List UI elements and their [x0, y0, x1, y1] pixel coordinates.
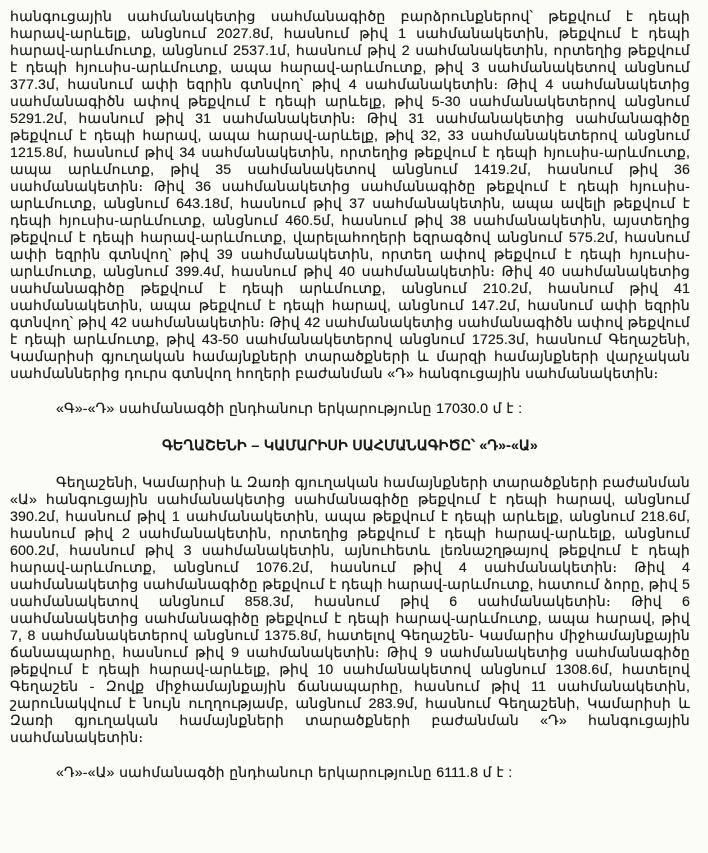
boundary-length-gd: «Գ»-«Դ» սահմանագծի ընդհանուր երկարությունը 17030.0 մ է :: [56, 401, 523, 417]
boundary-length-da: «Դ»-«Ա» սահմանագծի ընդհանուր երկարությունը 6111.8 մ է :: [56, 765, 513, 781]
section-heading-da: ԳԵՂԱՇԵՆԻ – ԿԱՄԱՐԻՍԻ ՍԱՀՄԱՆԱԳԻԾԸ՝ «Դ»-«Ա»: [162, 438, 538, 454]
boundary-description-gd: հանգուցային սահմանակետից սահմանագիծը բարձրունքներով՝ թեքվում է դեպի հարավ-արևելք, անցնում 2027.8մ, հասնում թիվ 1 սահմանակետին, թեքվում է դեպի հարավ-արևմուտք, անցնում 2537.1մ, հասնում թիվ 2 սահմանակետին, որտեղից թեքվում է դեպի հյուսիս-արևմուտք, ապա հարավ-արևմուտք, թիվ 3 սահմանակետով անցնում 377.3մ, հասնում ափի եզրին գտնվող՝ թիվ 4 սահմանակետին։ Թիվ 4 սահմանակետից սահմանագիծն ափով թեքվում է դեպի արևելք, թիվ 5-30 սահմանակետերով անցնում 5291.2մ, հասնում թիվ 31 սահմանակետին։ Թիվ 31 սահմանակետից սահմանագիծը թեքվում է դեպի հարավ, ապա հարավ-արևելք, թիվ 32, 33 սահմանակետերով անցնում 1215.8մ, հասնում թիվ 34 սահմանակետին, որտեղից թեքվում է դեպի հյուսիս-արևմուտք, ապա արևմուտք, թիվ 35 սահմանակետով անցնում 1419.2մ, հասնում թիվ 36 սահմանակետին։ Թիվ 36 սահմանակետից սահմանագիծը թեքվում է դեպի հյուսիս-արևմուտք, անցնում 643.18մ, հասնում թիվ 37 սահմանակետին, ապա ավելի թեքվում է դեպի հյուսիս-արևմուտք, անցնում 460.5մ, հասնում թիվ 38 սահմանակետին, այստեղից թեքվում է դեպի հարավ-արևմուտք, վարելահողերի եզրագծով անցնում 575.2մ, հասնում ափի եզրին գտնվող՝ թիվ 39 սահմանակետին, որտեղ ափով թեքվում է դեպի հյուսիս-արևմուտք, անցնում 399.4մ, հասնում թիվ 40 սահմանակետին։ Թիվ 40 սահմանակետից սահմանագիծը թեքվում է դեպի արևմուտք, անցնում 210.2մ, հասնում թիվ 41 սահմանակետին, ապա թեքվում է դեպի հարավ, անցնում 147.2մ, հասնում ափի եզրին գտնվող՝ թիվ 42 սահմանակետին։ Թիվ 42 սահմանակետից սահմանագիծն ափով թեքվում է դեպի արևմուտք, թիվ 43-50 սահմանակետերով անցնում 1725.3մ, հասնում Գեղաշենի, Կամարիսի գյուղական համայնքների տարածքների և մարզի համայնքների վարչական սահմաններից դուրս գտնվող հողերի բաժանման «Դ» հանգուցային սահմանակետին։: [10, 9, 690, 382]
boundary-description-da: Գեղաշենի, Կամարիսի և Զառի գյուղական համայնքների տարածքների բաժանման «Ա» հանգուցային սահմանակետից սահմանագիծը թեքվում է դեպի հարավ, անցնում 390.2մ, հասնում թիվ 1 սահմանակետին, ապա թեքվում է դեպի արևելք, անցնում 218.6մ, հասնում թիվ 2 սահմանակետին, որտեղից թեքվում է դեպի հարավ-արևելք, անցնում 600.2մ, հասնում թիվ 3 սահմանակետին, այնուհետև լեռնաշղթայով թեքվում է դեպի հարավ-արևմուտք, անցնում 1076.2մ, հասնում թիվ 4 սահմանակետին։ Թիվ 4 սահմանակետից սահմանագիծը թեքվում է դեպի հարավ-արևմուտք, հատում ձորը, թիվ 5 սահմանակետով անցնում 858.3մ, հասնում թիվ 6 սահմանակետին։ Թիվ 6 սահմանակետից սահմանագիծը թեքվում է դեպի հարավ-արևմուտք, ապա հարավ, թիվ 7, 8 սահմանակետերով անցնում 1375.8մ, հատելով Գեղաշեն- Կամարիս միջհամայնքային ճանապարհը, հասնում թիվ 9 սահմանակետին։ Թիվ 9 սահմանակետից սահմանագիծը թեքվում է դեպի հարավ-արևելք, թիվ 10 սահմանակետով անցնում 1308.6մ, հատելով Գեղաշեն - Զովք միջհամայնքային ճանապարհը, հասնում թիվ 11 սահմանակետին, շարունակվում է նույն ուղղությամբ, անցնում 283.9մ, հասնում Գեղաշենի, Կամարիսի և Զառի գյուղական համայնքների տարածքների բաժանման «Դ» հանգուցային սահմանակետին։: [10, 475, 690, 746]
